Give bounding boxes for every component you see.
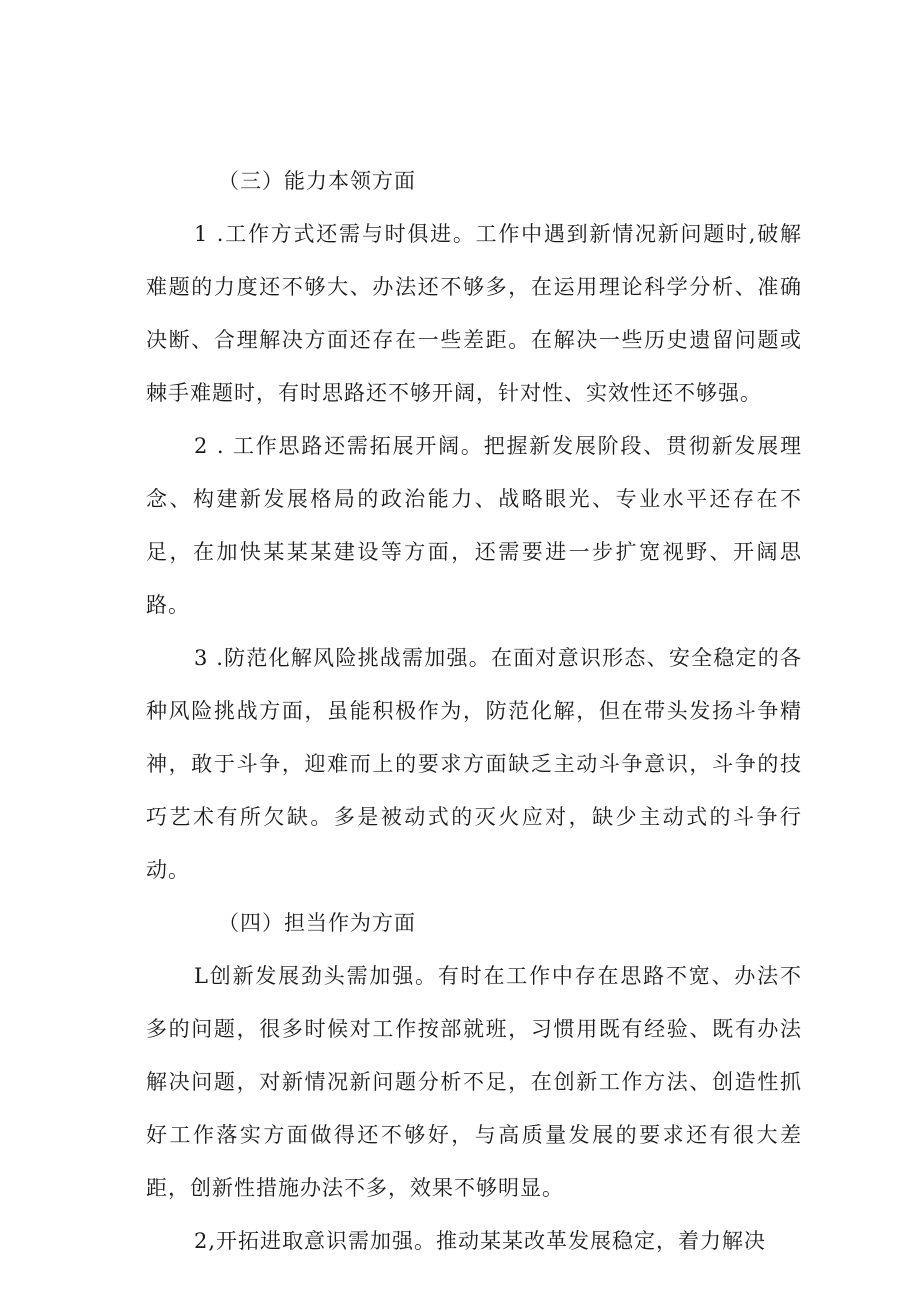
paragraph-pioneering: 2,开拓进取意识需加强。推动某某改革发展稳定，着力解决 <box>194 1229 767 1253</box>
document-body <box>146 155 802 1268</box>
paragraph-risk-prevention: 3 .防范化解风险挑战需加强。在面对意识形态、安全稳定的各种风险挑战方面，虽能积极作为，防范化解，但在带头发扬斗争精神，敢于斗争，迎难而上的要求方面缺乏主动斗争意识，斗争的技巧艺术有所欠缺。多是被动式的灭火应对，缺少主动式的斗争行动。 <box>146 646 802 882</box>
section-heading-3: （三）能力本领方面 <box>218 169 416 193</box>
paragraph-innovation: L创新发展劲头需加强。有时在工作中存在思路不宽、办法不多的问题，很多时候对工作按部就班，习惯用既有经验、既有办法解决问题，对新情况新问题分析不足，在创新工作方法、创造性抓好工作落实方面做得还不够好，与高质量发展的要求还有很大差距，创新性措施办法不多，效果不够明显。 <box>146 964 802 1200</box>
paragraph-work-method: 1 .工作方式还需与时俱进。工作中遇到新情况新问题时,破解难题的力度还不够大、办法还不够多，在运用理论科学分析、准确决断、合理解决方面还存在一些差距。在解决一些历史遗留问题或棘手难题时，有时思路还不够开阔，针对性、实效性还不够强。 <box>146 222 802 405</box>
paragraph-work-thinking: 2 . 工作思路还需拓展开阔。把握新发展阶段、贯彻新发展理念、构建新发展格局的政治能力、战略眼光、专业水平还存在不足，在加快某某某建设等方面，还需要进一步扩宽视野、开阔思路。 <box>146 434 802 617</box>
section-heading-4: （四）担当作为方面 <box>218 911 416 935</box>
